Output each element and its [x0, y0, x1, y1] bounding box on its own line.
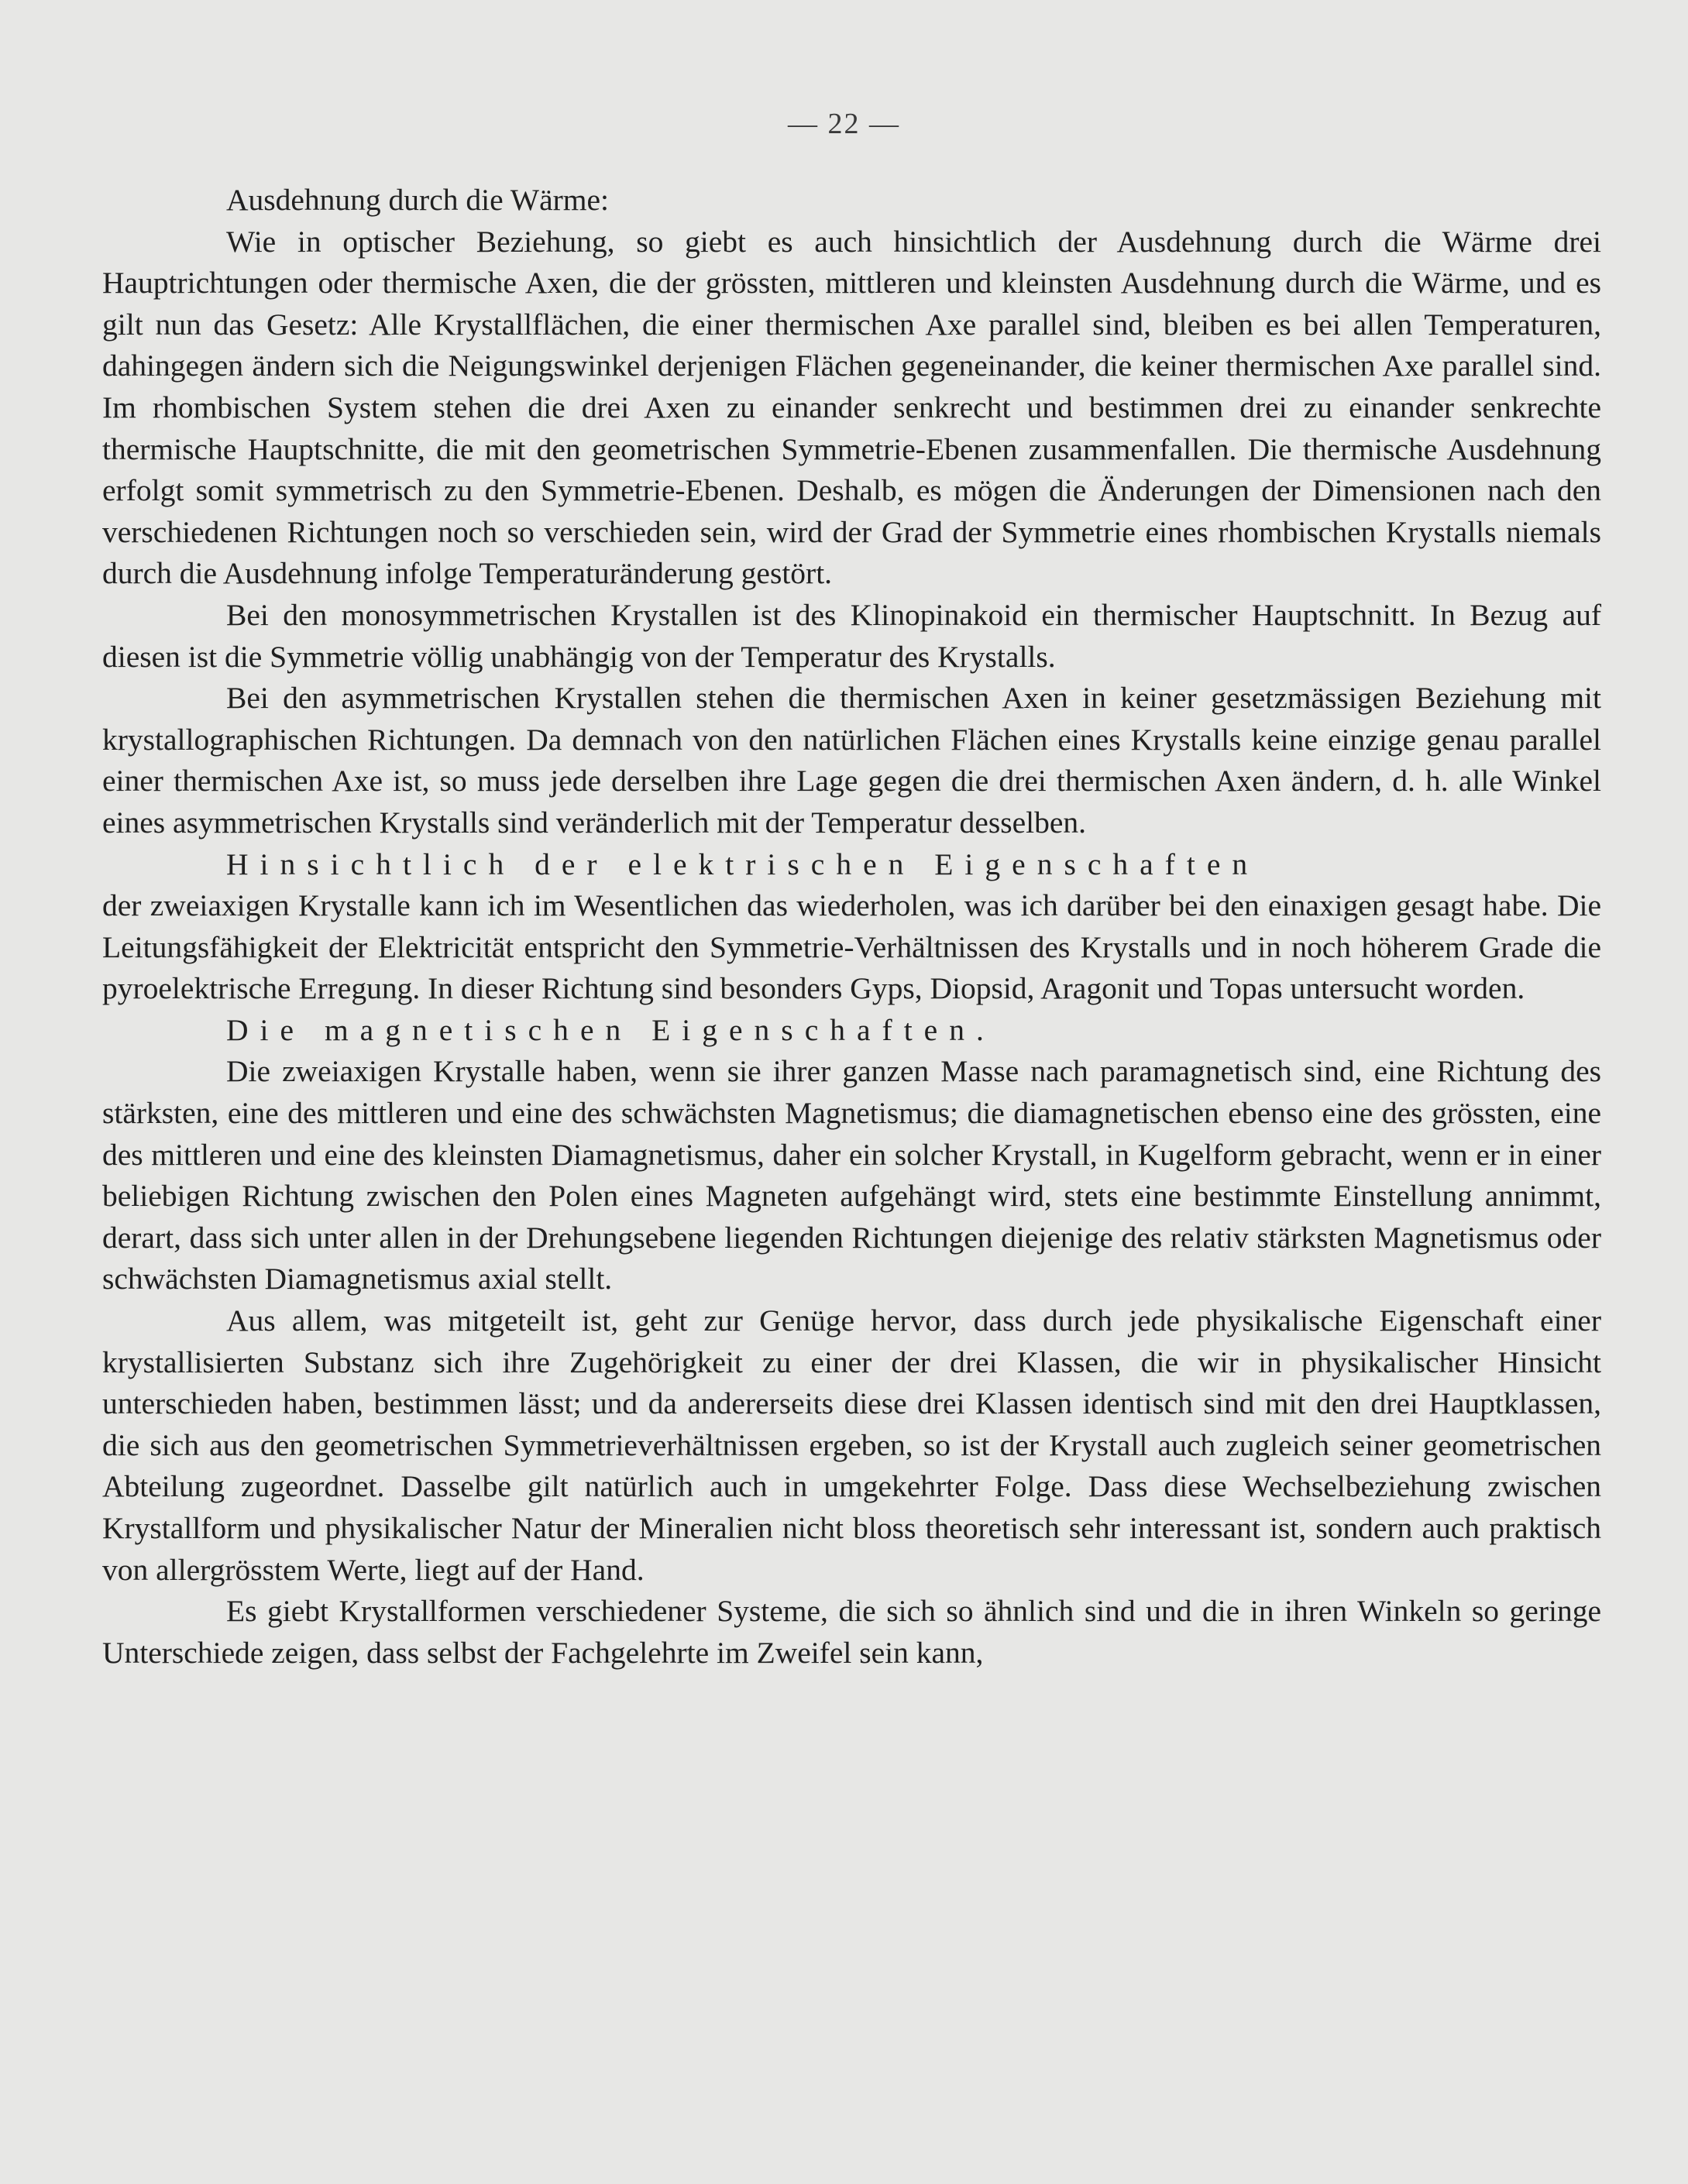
paragraph-electric: der zweiaxigen Krystalle kann ich im Wesentlichen das wiederholen, was ich darüber bei den einaxigen gesagt habe. Die Leitungsfähigkeit der Elektricität entspricht den Symmetrie-Verhältnissen des Krystalls und in noch höherem Grade die pyroelektrische Erregung. In dieser Richtung sind besonders Gyps, Diopsid, Aragonit und Topas untersucht worden. — [102, 888, 1601, 1006]
paragraph-magnetic: Die zweiaxigen Krystalle haben, wenn sie ihrer ganzen Masse nach paramagnetisch sind, eine Richtung des stärksten, eine des mittleren und eine des schwächsten Magnetismus; die diamagnetischen ebenso eine des grössten, eine des mittleren und eine des kleinsten Diamagnetismus, daher ein solcher Krystall, in Kugelform gebracht, wenn er in einer beliebigen Richtung zwischen den Polen eines Magneten aufgehängt wird, stets eine bestimmte Einstellung annimmt, derart, dass sich unter allen in der Drehungsebene liegenden Richtungen diejenige des relativ stärksten Magnetismus oder schwächsten Diamagnetismus axial stellt. — [102, 1054, 1601, 1296]
paragraph-monosymmetric: Bei den monosymmetrischen Krystallen ist des Klinopinakoid ein thermischer Hauptschnitt. In Bezug auf diesen ist die Symmetrie völlig unabhängig von der Temperatur des Krystalls. — [102, 597, 1601, 674]
paragraph-asymmetric: Bei den asymmetrischen Krystallen stehen die thermischen Axen in keiner gesetzmässigen Beziehung mit krystallographischen Richtungen. Da demnach von den natürlichen Flächen eines Krystalls keine einzige genau parallel einer thermischen Axe ist, so muss jede derselben ihre Lage gegen die drei thermischen Axen ändern, d. h. alle Winkel eines asymmetrischen Krystalls sind veränderlich mit der Temperatur desselben. — [102, 681, 1601, 840]
paragraph-thermal-expansion: Wie in optischer Beziehung, so giebt es auch hinsichtlich der Ausdehnung durch die Wärme drei Hauptrichtungen oder thermische Axen, die der grössten, mittleren und kleinsten Ausdehnung durch die Wärme, und es gilt nun das Gesetz: Alle Krystallflächen, die einer thermischen Axe parallel sind, bleiben es bei allen Temperaturen, dahingegen ändern sich die Neigungswinkel derjenigen Flächen gegeneinander, die keiner thermischen Axe parallel sind. Im rhombischen System stehen die drei Axen zu einander senkrecht und bestimmen drei zu einander senkrechte thermische Hauptschnitte, die mit den geometrischen Symmetrie-Ebenen zusammenfallen. Die thermische Ausdehnung erfolgt somit symmetrisch zu den Symmetrie-Ebenen. Deshalb, es mögen die Änderungen der Dimensionen nach den verschiedenen Richtungen noch so verschieden sein, wird der Grad der Symmetrie eines rhombischen Krystalls niemals durch die Ausdehnung infolge Temperaturänderung gestört. — [102, 224, 1601, 591]
section-heading-magnetic — [102, 1010, 1601, 1052]
paragraph-physical-properties: Aus allem, was mitgeteilt ist, geht zur Genüge hervor, dass durch jede physikalische Eigenschaft einer krystallisierten Substanz sich ihre Zugehörigkeit zu einer der drei Klassen, die wir in physikalischer Hinsicht unterschieden haben, bestimmen lässt; und da andererseits diese drei Klassen identisch sind mit den drei Hauptklassen, die sich aus den geometrischen Symmetrieverhältnissen ergeben, so ist der Krystall auch zugleich seiner geometrischen Abteilung zugeordnet. Dasselbe gilt natürlich auch in umgekehrter Folge. Dass diese Wechselbeziehung zwischen Krystallform und physikalischer Natur der Mineralien nicht bloss theoretisch sehr interessant ist, sondern auch praktisch von allergrösstem Werte, liegt auf der Hand. — [102, 1303, 1601, 1587]
paragraph-crystal-forms: Es giebt Krystallformen verschiedener Systeme, die sich so ähnlich sind und die in ihren Winkeln so geringe Unterschiede zeigen, dass selbst der Fachgelehrte im Zweifel sein kann, — [102, 1594, 1601, 1670]
body-text — [102, 180, 1601, 1674]
page-number: — 22 — — [788, 108, 900, 140]
electric-heading-text: Hinsichtlich der elektrischen Eigenschaften — [226, 846, 1260, 881]
magnetic-heading-text: Die magnetischen Eigenschaften. — [226, 1012, 995, 1047]
section-heading-electric — [102, 844, 1601, 886]
paragraph-ausdehnung-heading: Ausdehnung durch die Wärme: — [226, 183, 609, 217]
